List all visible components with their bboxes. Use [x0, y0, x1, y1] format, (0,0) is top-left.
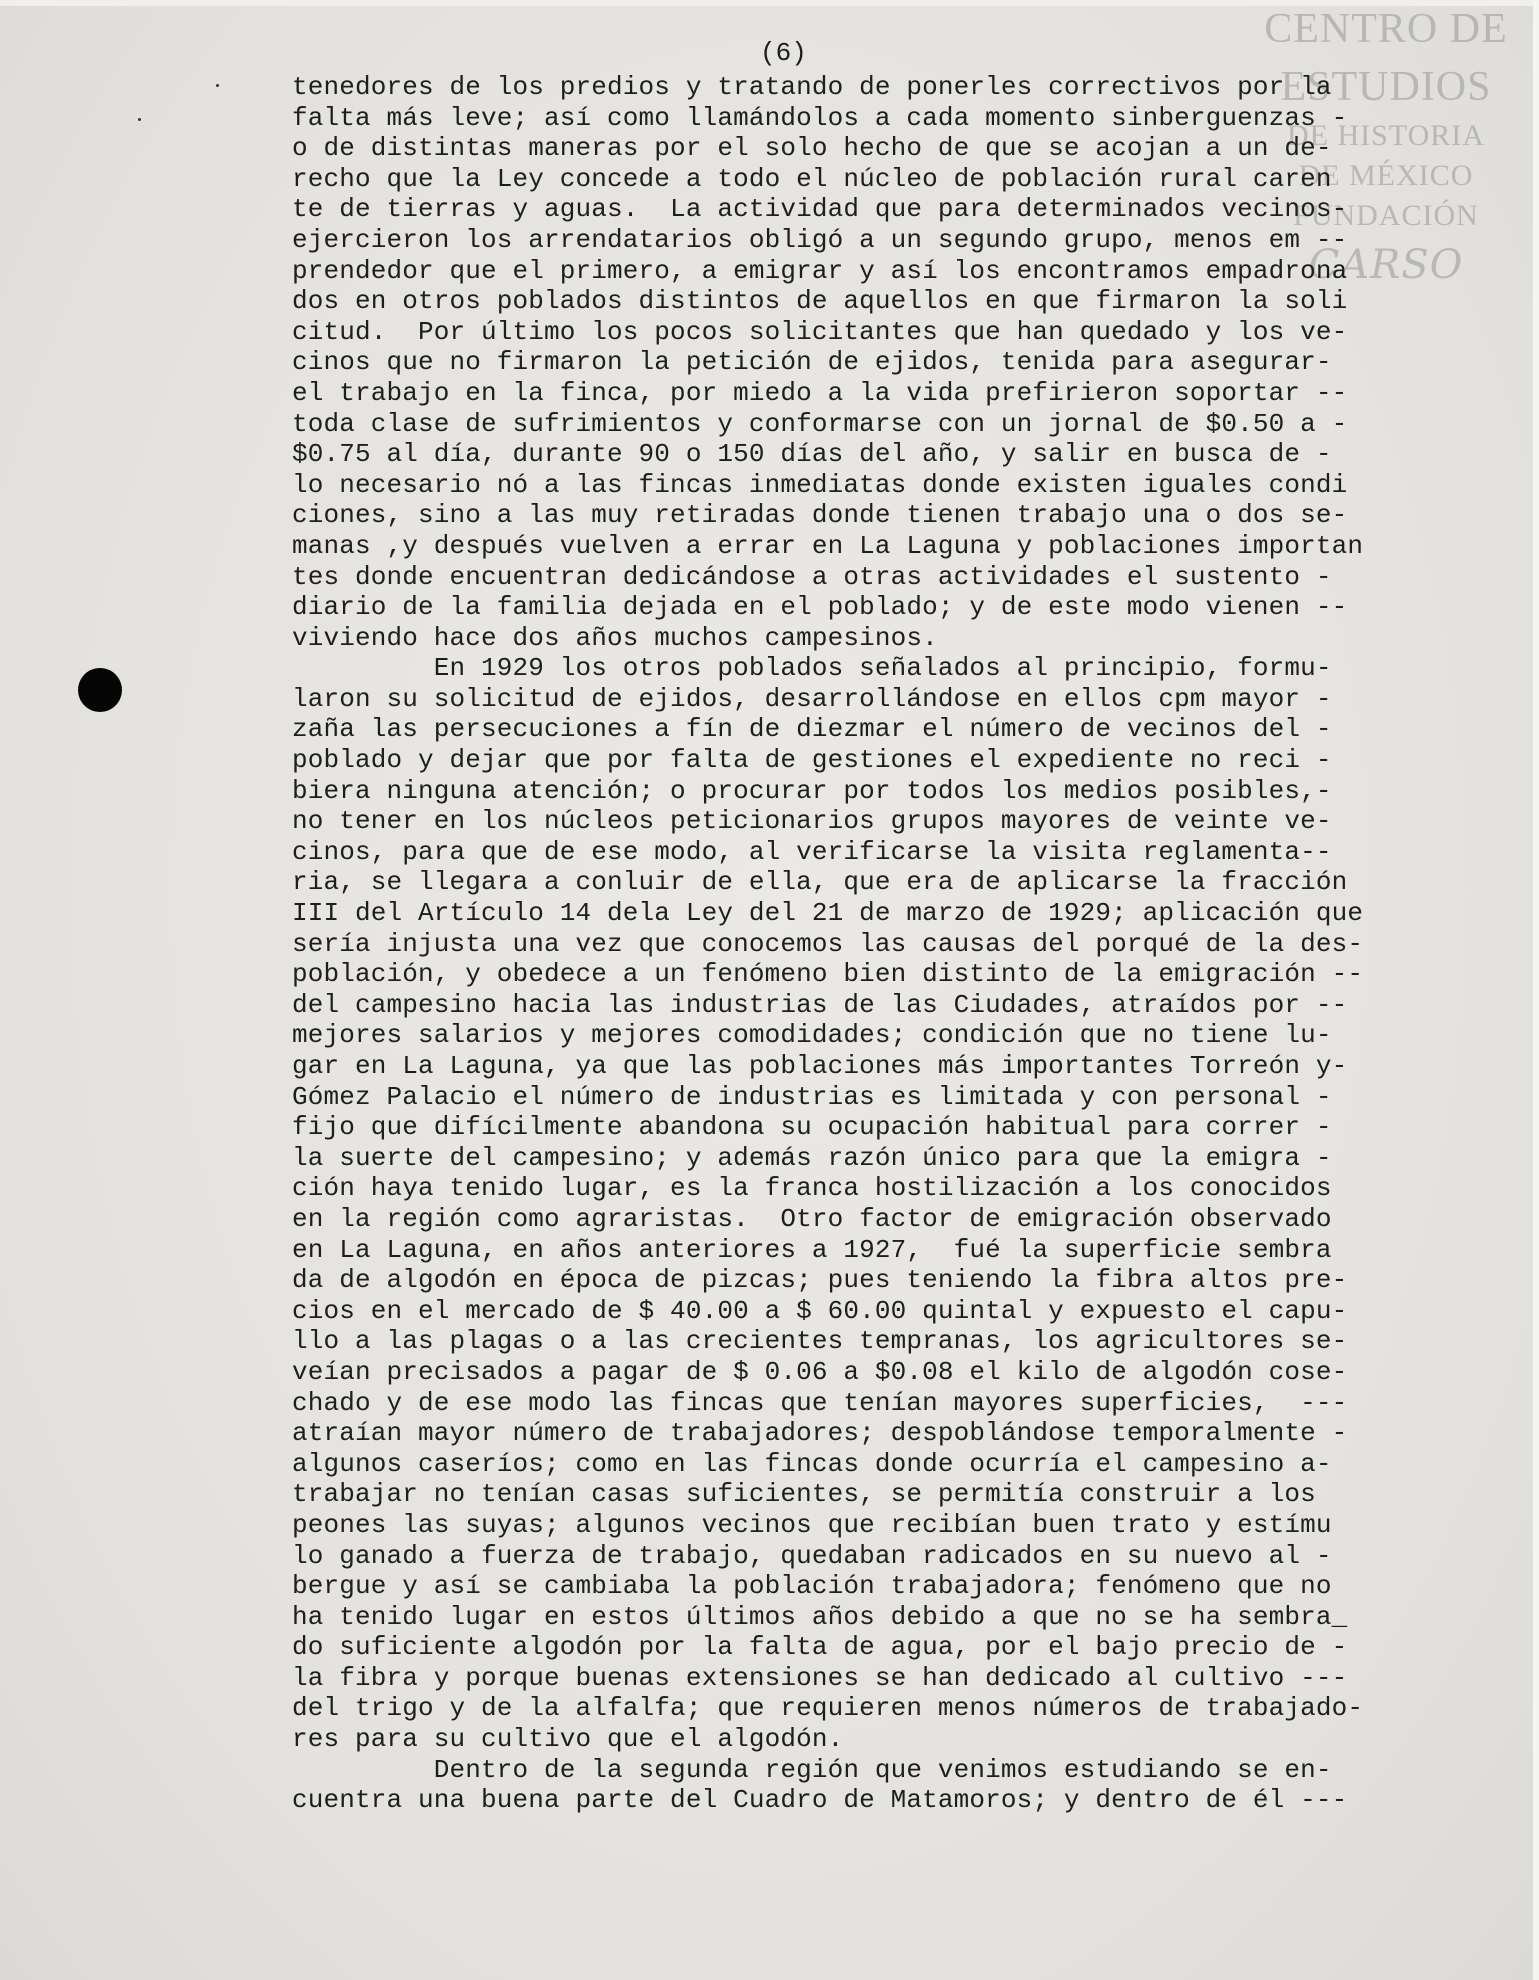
text-line: tenedores de los predios y tratando de ponerles correctivos por la: [292, 72, 1332, 102]
text-line: fijo que difícilmente abandona su ocupación habitual para correr -: [292, 1112, 1332, 1143]
text-line: poblado y dejar que por falta de gestiones el expediente no reci -: [292, 745, 1332, 776]
text-line: lo ganado a fuerza de trabajo, quedaban radicados en su nuevo al -: [292, 1540, 1332, 1571]
text-line: ria, se llegara a conluir de ella, que era de aplicarse la fracción: [292, 867, 1348, 898]
text-line: toda clase de sufrimientos y conformarse con un jornal de $0.50 a -: [292, 408, 1348, 439]
text-line: lo necesario nó a las fincas inmediatas donde existen iguales condi: [292, 469, 1348, 500]
text-line: gar en La Laguna, ya que las poblaciones más importantes Torreón y-: [292, 1051, 1348, 1081]
text-line: la suerte del campesino; y además razón único para que la emigra -: [292, 1142, 1332, 1173]
text-line: ejercieron los arrendatarios obligó a un segundo grupo, menos em --: [292, 224, 1348, 255]
text-line: en La Laguna, en años anteriores a 1927, fué la superficie sembra: [292, 1234, 1332, 1265]
text-line: III del Artículo 14 dela Ley del 21 de marzo de 1929; aplicación que: [292, 898, 1364, 929]
text-line: laron su solicitud de ejidos, desarrollándose en ellos cpm mayor -: [292, 683, 1332, 714]
text-line: prendedor que el primero, a emigrar y así los encontramos empadrona: [292, 255, 1348, 286]
text-line: atraían mayor número de trabajadores; despoblándose temporalmente -: [292, 1418, 1348, 1449]
text-line: veían precisados a pagar de $ 0.06 a $0.08 el kilo de algodón cose-: [292, 1356, 1348, 1387]
text-line: En 1929 los otros poblados señalados al principio, formu-: [292, 653, 1332, 684]
watermark-line: CENTRO DE: [1264, 6, 1508, 52]
watermark-line: FUNDACIÓN: [1293, 199, 1479, 232]
text-line: tes donde encuentran dedicándose a otras actividades el sustento -: [292, 561, 1332, 592]
text-line: del trigo y de la alfalfa; que requieren menos números de trabajado-: [292, 1693, 1364, 1724]
text-line: manas ,y después vuelven a errar en La Laguna y poblaciones importan: [292, 530, 1364, 561]
page-number: (6): [760, 38, 807, 68]
text-line: el trabajo en la finca, por miedo a la vida prefirieron soportar --: [292, 377, 1348, 408]
text-line: cinos que no firmaron la petición de ejidos, tenida para asegurar-: [292, 347, 1332, 378]
text-line: trabajar no tenían casas suficientes, se permitía construir a los: [292, 1479, 1316, 1510]
text-line: la fibra y porque buenas extensiones se han dedicado al cultivo ---: [292, 1662, 1348, 1693]
text-line: zaña las persecuciones a fín de diezmar el número de vecinos del -: [292, 714, 1332, 745]
text-line: $0.75 al día, durante 90 o 150 días del año, y salir en busca de -: [292, 439, 1332, 470]
scan-speck: [216, 84, 219, 87]
text-line: diario de la familia dejada en el poblado; y de este modo vienen --: [292, 592, 1348, 623]
text-line: viviendo hace dos años muchos campesinos.: [292, 622, 938, 653]
text-line: no tener en los núcleos peticionarios grupos mayores de veinte ve-: [292, 806, 1332, 837]
text-line: del campesino hacia las industrias de las Ciudades, atraídos por --: [292, 989, 1348, 1020]
text-line: sería injusta una vez que conocemos las causas del porqué de la des-: [292, 928, 1364, 959]
watermark-line: CARSO: [1308, 242, 1464, 288]
text-line: citud. Por último los pocos solicitantes que han quedado y los ve-: [292, 316, 1348, 347]
text-line: Gómez Palacio el número de industrias es limitada y con personal -: [292, 1081, 1332, 1112]
text-line: falta más leve; así como llamándolos a cada momento sinberguenzas -: [292, 102, 1348, 133]
text-line: o de distintas maneras por el solo hecho de que se acojan a un de-: [292, 133, 1332, 164]
text-line: en la región como agraristas. Otro factor de emigración observado: [292, 1203, 1332, 1234]
text-line: chado y de ese modo las fincas que tenían mayores superficies, ---: [292, 1387, 1348, 1418]
text-line: do suficiente algodón por la falta de agua, por el bajo precio de -: [292, 1632, 1348, 1663]
typed-body-text: [292, 72, 1522, 1816]
text-line: da de algodón en época de pizcas; pues teniendo la fibra altos pre-: [292, 1265, 1348, 1296]
punch-hole: [78, 668, 122, 712]
text-line: bergue y así se cambiaba la población trabajadora; fenómeno que no: [292, 1571, 1332, 1602]
text-line: cios en el mercado de $ 40.00 a $ 60.00 quintal y expuesto el capu-: [292, 1295, 1348, 1326]
text-line: algunos caseríos; como en las fincas donde ocurría el campesino a-: [292, 1448, 1332, 1479]
text-line: Dentro de la segunda región que venimos estudiando se en-: [292, 1754, 1332, 1785]
text-line: biera ninguna atención; o procurar por todos los medios posibles,-: [292, 775, 1332, 806]
scan-speck: [138, 118, 141, 121]
text-line: ha tenido lugar en estos últimos años debido a que no se ha sembra_: [292, 1601, 1348, 1632]
text-line: dos en otros poblados distintos de aquellos en que firmaron la soli: [292, 286, 1348, 317]
text-line: cinos, para que de ese modo, al verificarse la visita reglamenta--: [292, 836, 1332, 867]
text-line: cuentra una buena parte del Cuadro de Matamoros; y dentro de él ---: [292, 1785, 1348, 1816]
text-line: ciones, sino a las muy retiradas donde tienen trabajo una o dos se-: [292, 500, 1348, 531]
watermark-line: DE MÉXICO: [1298, 159, 1474, 192]
text-line: ción haya tenido lugar, es la franca hostilización a los conocidos: [292, 1173, 1332, 1204]
watermark-line: ESTUDIOS: [1280, 64, 1492, 110]
text-line: población, y obedece a un fenómeno bien distinto de la emigración --: [292, 959, 1364, 990]
text-line: peones las suyas; algunos vecinos que recibían buen trato y estímu: [292, 1509, 1332, 1540]
text-line: llo a las plagas o a las crecientes tempranas, los agricultores se-: [292, 1326, 1348, 1357]
scan-edge-right: [1533, 0, 1539, 1980]
text-line: mejores salarios y mejores comodidades; condición que no tiene lu-: [292, 1020, 1332, 1051]
text-line: recho que la Ley concede a todo el núcleo de población rural caren: [292, 163, 1332, 194]
watermark-line: DE HISTORIA: [1287, 119, 1485, 152]
text-line: res para su cultivo que el algodón.: [292, 1724, 844, 1755]
text-line: te de tierras y aguas. La actividad que para determinados vecinos-: [292, 194, 1348, 225]
